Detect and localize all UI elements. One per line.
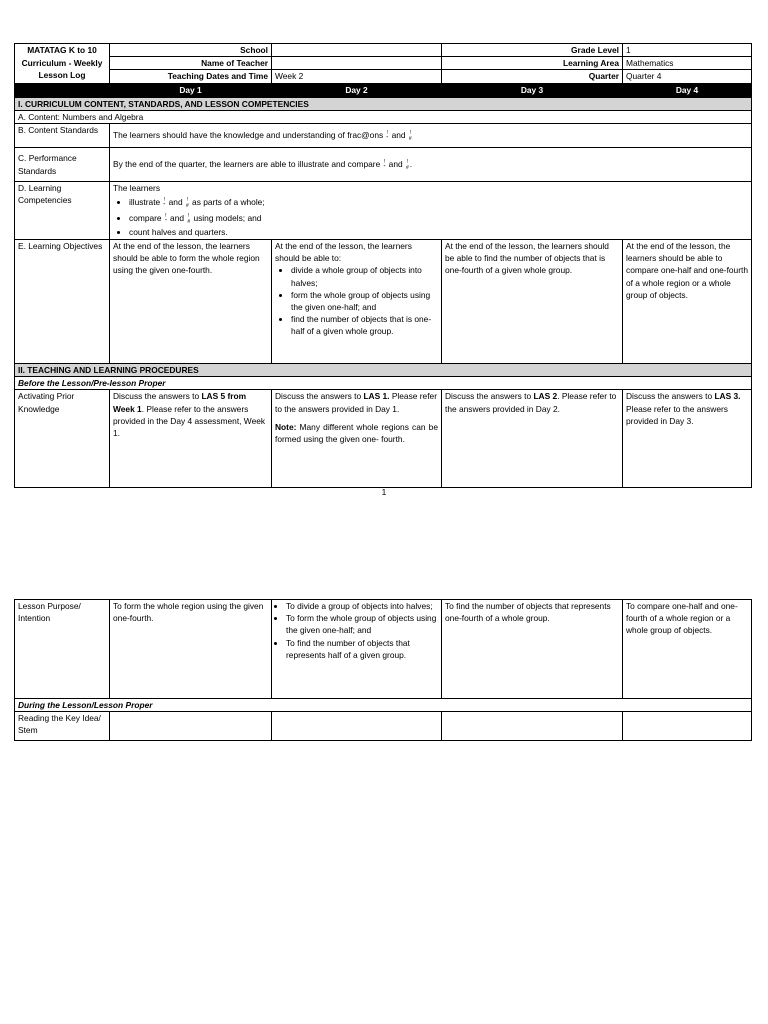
school-label: School: [110, 44, 272, 57]
content-a: A. Content: Numbers and Algebra: [15, 110, 752, 123]
section-2-title: II. TEACHING AND LEARNING PROCEDURES: [15, 364, 752, 377]
activating-day4: Discuss the answers to LAS 3. Please refer to the answers provided in Day 3.: [623, 390, 752, 488]
objectives-day2-list: [275, 264, 438, 337]
list-item: • find the number of objects that is one-half of a given whole group.: [291, 313, 438, 337]
activating-day3: Discuss the answers to LAS 2. Please refer to the answers provided in Day 2.: [442, 390, 623, 488]
list-item: • count halves and quarters.: [129, 226, 748, 238]
lesson-purpose-label: Lesson Purpose/ Intention: [15, 600, 110, 699]
purpose-day2: [272, 600, 442, 699]
grade-level-value[interactable]: 1: [623, 44, 752, 57]
fraction-one-fourth: ! #: [185, 197, 189, 209]
teacher-value[interactable]: [272, 57, 442, 70]
performance-standards-text: By the end of the quarter, the learners are able to illustrate and compare ! " and ! # .: [110, 148, 752, 182]
reading-day1[interactable]: [110, 712, 272, 741]
activating-prior-knowledge-label: Activating Prior Knowledge: [15, 390, 110, 488]
fraction-one-half: ! ": [383, 158, 386, 171]
purpose-day2-list: [275, 600, 438, 661]
learning-objectives-label: E. Learning Objectives: [15, 240, 110, 364]
content-standards-label: B. Content Standards: [15, 124, 110, 148]
dates-value[interactable]: Week 2: [272, 70, 442, 84]
day-header-3: Day 3: [442, 84, 623, 97]
purpose-day4: To compare one-half and one-fourth of a whole region or a whole group of objects.: [623, 600, 752, 699]
objectives-day3: At the end of the lesson, the learners should be able to find the number of objects that is one-fourth of a given whole group.: [442, 240, 623, 364]
performance-standards-label: C. Performance Standards: [15, 148, 110, 182]
learning-area-value[interactable]: Mathematics: [623, 57, 752, 70]
section-1-title: I. CURRICULUM CONTENT, STANDARDS, AND LESSON COMPETENCIES: [15, 97, 752, 110]
activating-day2: Discuss the answers to LAS 1. Please refer to the answers provided in Day 1. Note: Many different whole regions can be formed using the given one- fourth.: [272, 390, 442, 488]
before-lesson-heading: Before the Lesson/Pre-lesson Proper: [15, 377, 752, 390]
list-item: • illustrate ! " and ! # as parts of a whole;: [129, 194, 748, 210]
fraction-one-half: ! ": [386, 129, 389, 142]
page-number: 1: [381, 487, 387, 497]
purpose-day1: To form the whole region using the given one-fourth.: [110, 600, 272, 699]
reading-day4[interactable]: [623, 712, 752, 741]
day-header-blank: [15, 84, 110, 97]
activating-day1: Discuss the answers to LAS 5 from Week 1. Please refer to the answers provided in the Day 4 assessment, Week 1.: [110, 390, 272, 488]
purpose-day3: To find the number of objects that represents one-fourth of a whole group.: [442, 600, 623, 699]
objectives-day4: At the end of the lesson, the learners should be able to compare one-half and one-fourth of a whole region or a whole group of objects.: [623, 240, 752, 364]
list-item: • To find the number of objects that represents half of a given group.: [286, 637, 438, 661]
learning-competencies-label: D. Learning Competencies: [15, 182, 110, 240]
fraction-one-fourth: ! #: [408, 129, 412, 142]
objectives-day1: At the end of the lesson, the learners should be able to form the whole region using the given one-fourth.: [110, 240, 272, 364]
dates-label: Teaching Dates and Time: [110, 70, 272, 84]
reading-day2[interactable]: [272, 712, 442, 741]
day-header-2: Day 2: [272, 84, 442, 97]
lesson-log-table-page1: [14, 43, 752, 488]
content-standards-text: The learners should have the knowledge and understanding of frac@ons ! " and ! #: [110, 124, 752, 148]
day-header-1: Day 1: [110, 84, 272, 97]
lesson-log-table-page2: [14, 599, 752, 741]
quarter-value[interactable]: Quarter 4: [623, 70, 752, 84]
teacher-label: Name of Teacher: [110, 57, 272, 70]
quarter-label: Quarter: [442, 70, 623, 84]
competencies-list: [113, 194, 748, 238]
list-item: • To form the whole group of objects using the given one-half; and: [286, 612, 438, 636]
reading-day3[interactable]: [442, 712, 623, 741]
reading-key-idea-label: Reading the Key Idea/ Stem: [15, 712, 110, 741]
fraction-one-half: ! ": [164, 213, 167, 225]
day-header-4: Day 4: [623, 84, 752, 97]
list-item: • form the whole group of objects using the given one-half; and: [291, 289, 438, 313]
log-title: MATATAG K to 10 Curriculum - Weekly Lesson Log: [15, 44, 110, 84]
fraction-one-fourth: ! #: [405, 158, 409, 171]
grade-level-label: Grade Level: [442, 44, 623, 57]
objectives-day2: At the end of the lesson, the learners should be able to: • divide a whole group of objects into halves; • form the whole group of objects using the given one-half; and • find the number of objects that is one-half of a given whole group.: [272, 240, 442, 364]
school-value[interactable]: [272, 44, 442, 57]
list-item: • compare ! " and ! # using models; and: [129, 210, 748, 226]
fraction-one-fourth: ! #: [187, 213, 191, 225]
during-lesson-heading: During the Lesson/Lesson Proper: [15, 699, 752, 712]
list-item: • To divide a group of objects into halves;: [286, 600, 438, 612]
learning-competencies-text: The learners • illustrate ! " and ! # as parts of a whole; • compare ! " and ! # using models; and • count halves and quarters.: [110, 182, 752, 240]
learning-area-label: Learning Area: [442, 57, 623, 70]
list-item: • divide a whole group of objects into halves;: [291, 264, 438, 288]
fraction-one-half: ! ": [163, 197, 166, 209]
